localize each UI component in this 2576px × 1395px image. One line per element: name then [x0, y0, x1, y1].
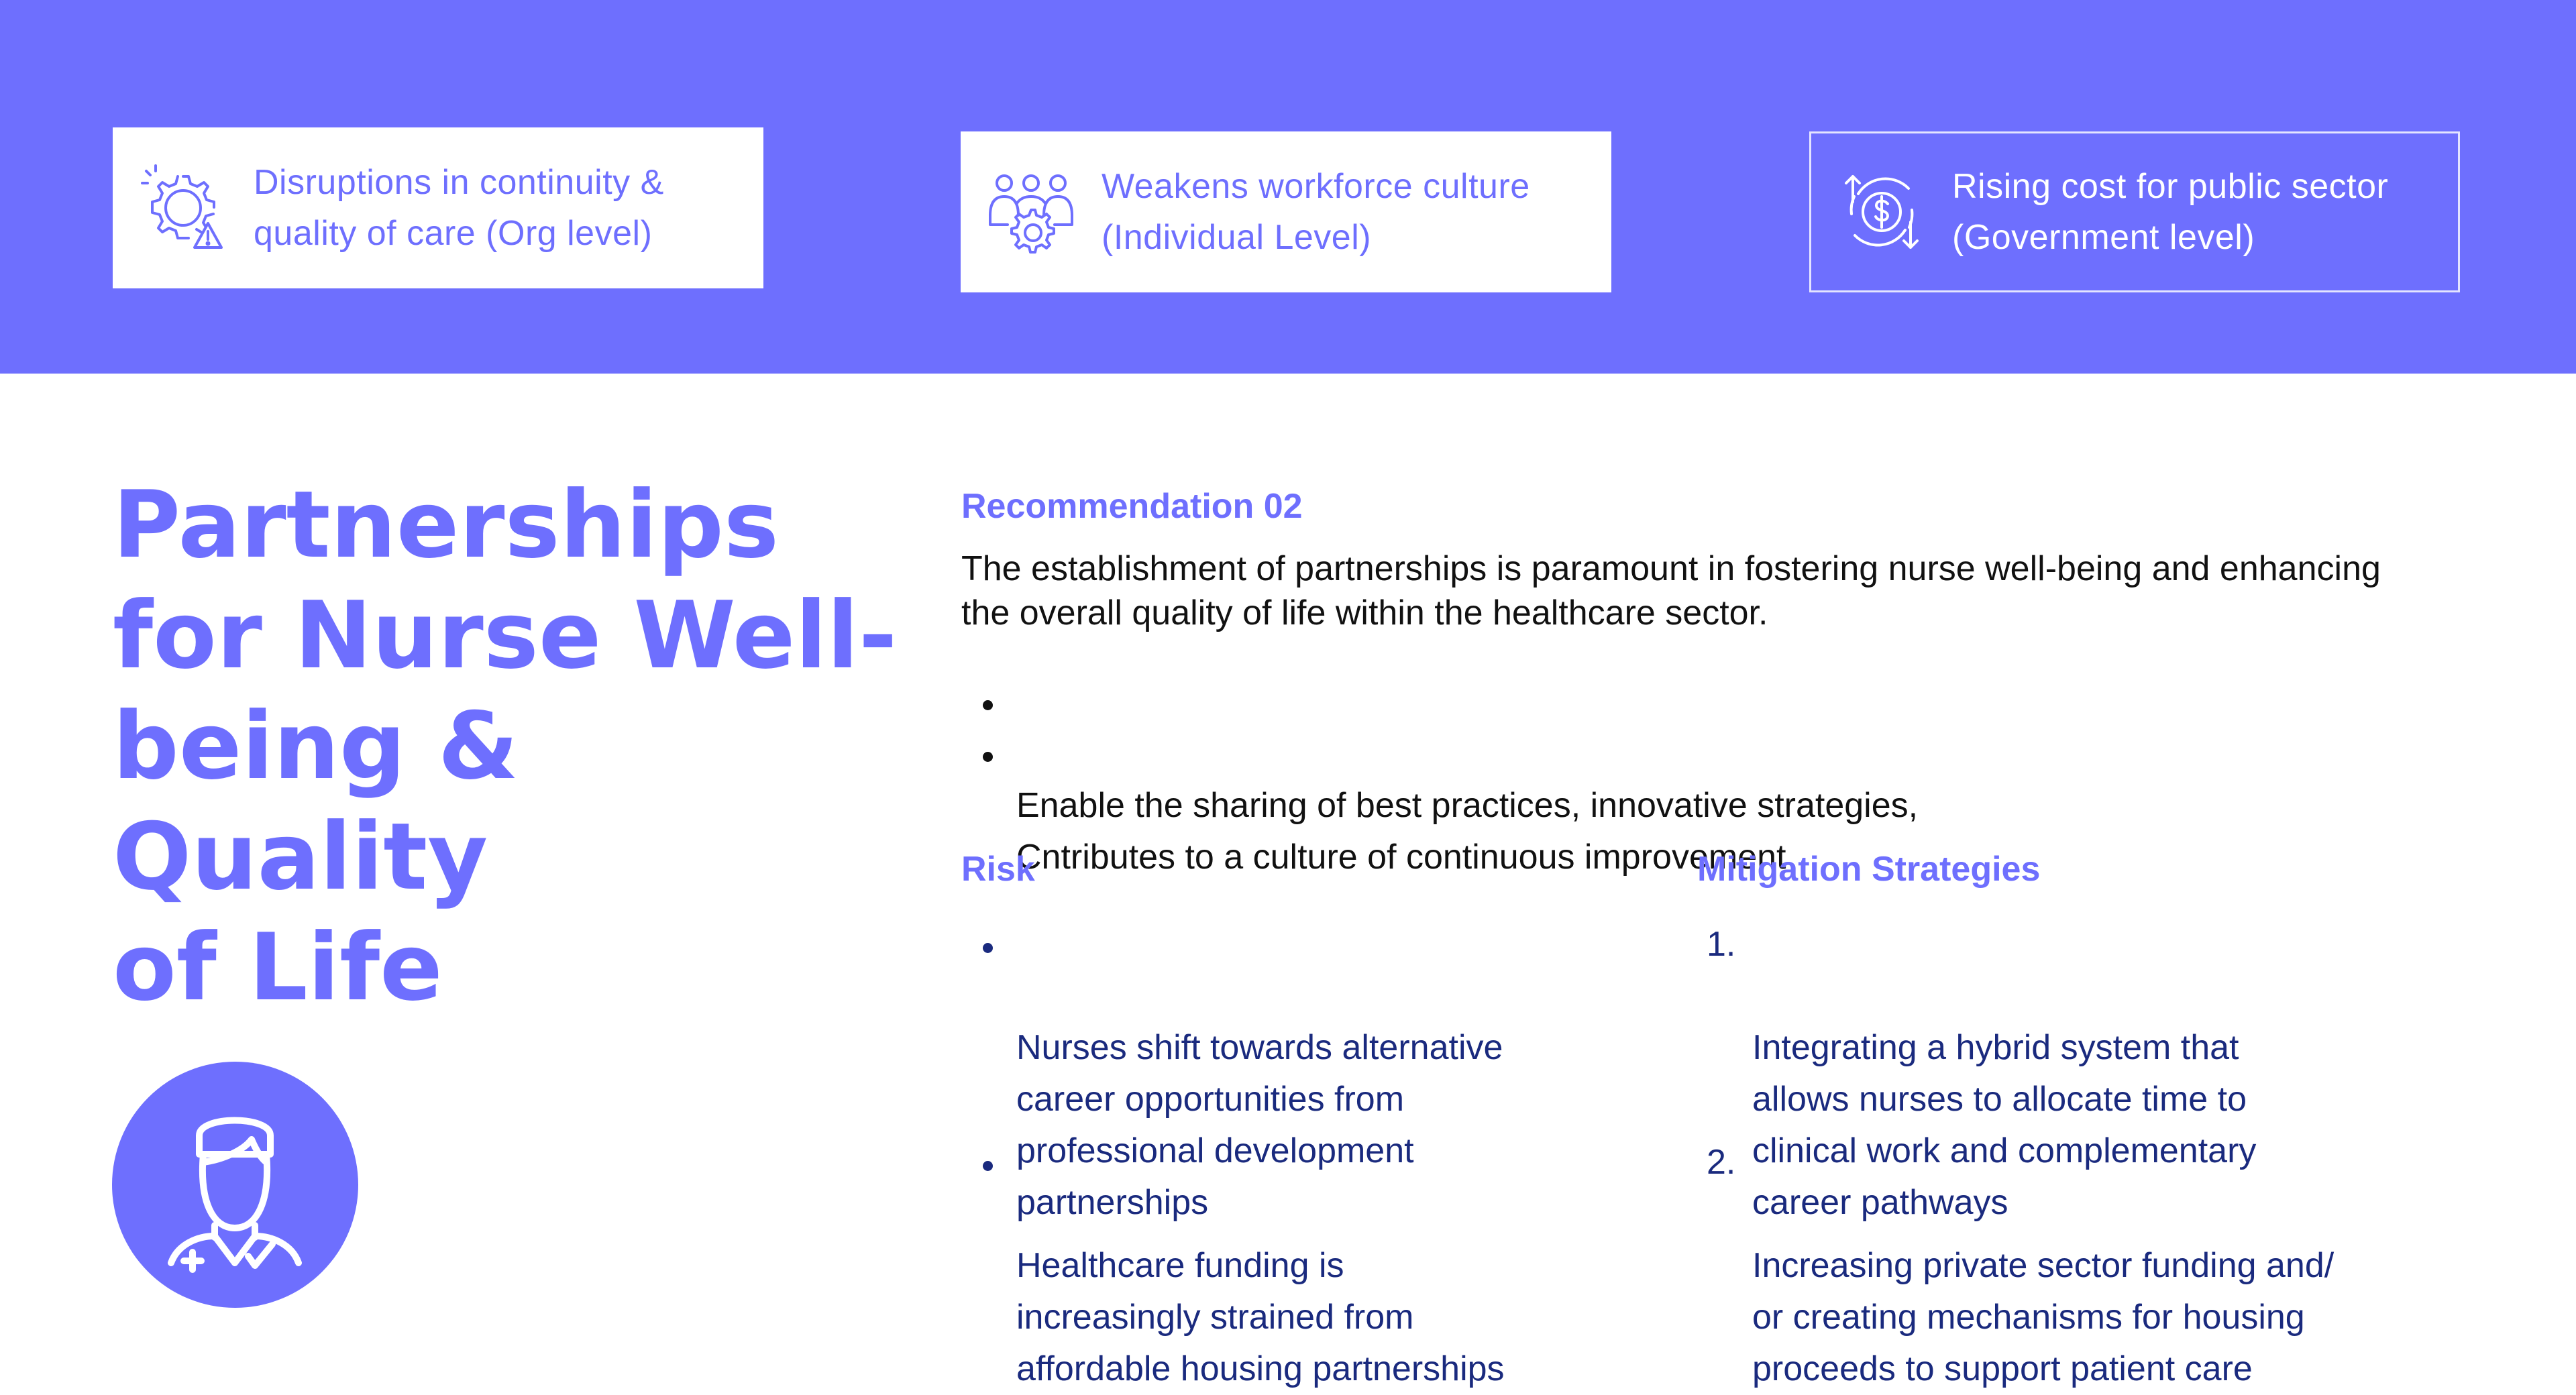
impact-card-text: Rising cost for public sector (Government level) [1952, 167, 2389, 257]
bullet-dot [983, 752, 993, 762]
recommendation-heading: Recommendation 02 [961, 487, 1303, 526]
list-item-text: Nurses shift towards alternative career opportunities from professional development partnerships [1016, 1028, 1503, 1222]
list-item-text: Cntributes to a culture of continuous improvement [1016, 838, 1786, 877]
impact-card-org [113, 127, 763, 288]
list-item-text: Integrating a hybrid system that allows nurses to allocate time to clinical work and complementary career pathways [1752, 1028, 2257, 1222]
impact-card-individual [961, 131, 1611, 292]
recommendation-body: The establishment of partnerships is paramount in fostering nurse well-being and enhancing the overall quality of life within the healthcare sector. [961, 549, 2381, 632]
bullet-dot [983, 943, 993, 953]
bullet-dot [983, 1161, 993, 1171]
gear-warning-icon [133, 158, 233, 258]
nurse-icon [112, 1062, 358, 1308]
page-title: Partnerships for Nurse Well- being & Quality of Life [113, 471, 898, 1021]
list-item-text: Increasing private sector funding and/ or creating mechanisms for housing proceeds to support patient care [1752, 1246, 2334, 1388]
team-gear-icon [981, 162, 1081, 262]
dollar-cycle-icon [1831, 162, 1932, 262]
impact-card-text: Weakens workforce culture (Individual Level) [1102, 167, 1530, 257]
bullet-dot [983, 700, 993, 710]
impact-card-text: Disruptions in continuity & quality of care (Org level) [254, 163, 664, 253]
list-item-text: Enable the sharing of best practices, innovative strategies, [1016, 786, 1919, 825]
risk-heading: Risk [961, 850, 1035, 889]
list-item-text: Healthcare funding is increasingly strained from affordable housing partnerships [1016, 1246, 1505, 1388]
list-number: 2. [1707, 1143, 1736, 1182]
nurse-avatar [112, 1062, 358, 1308]
impact-card-government [1809, 131, 2460, 292]
mitigation-heading: Mitigation Strategies [1697, 850, 2041, 889]
list-number: 1. [1707, 925, 1736, 964]
